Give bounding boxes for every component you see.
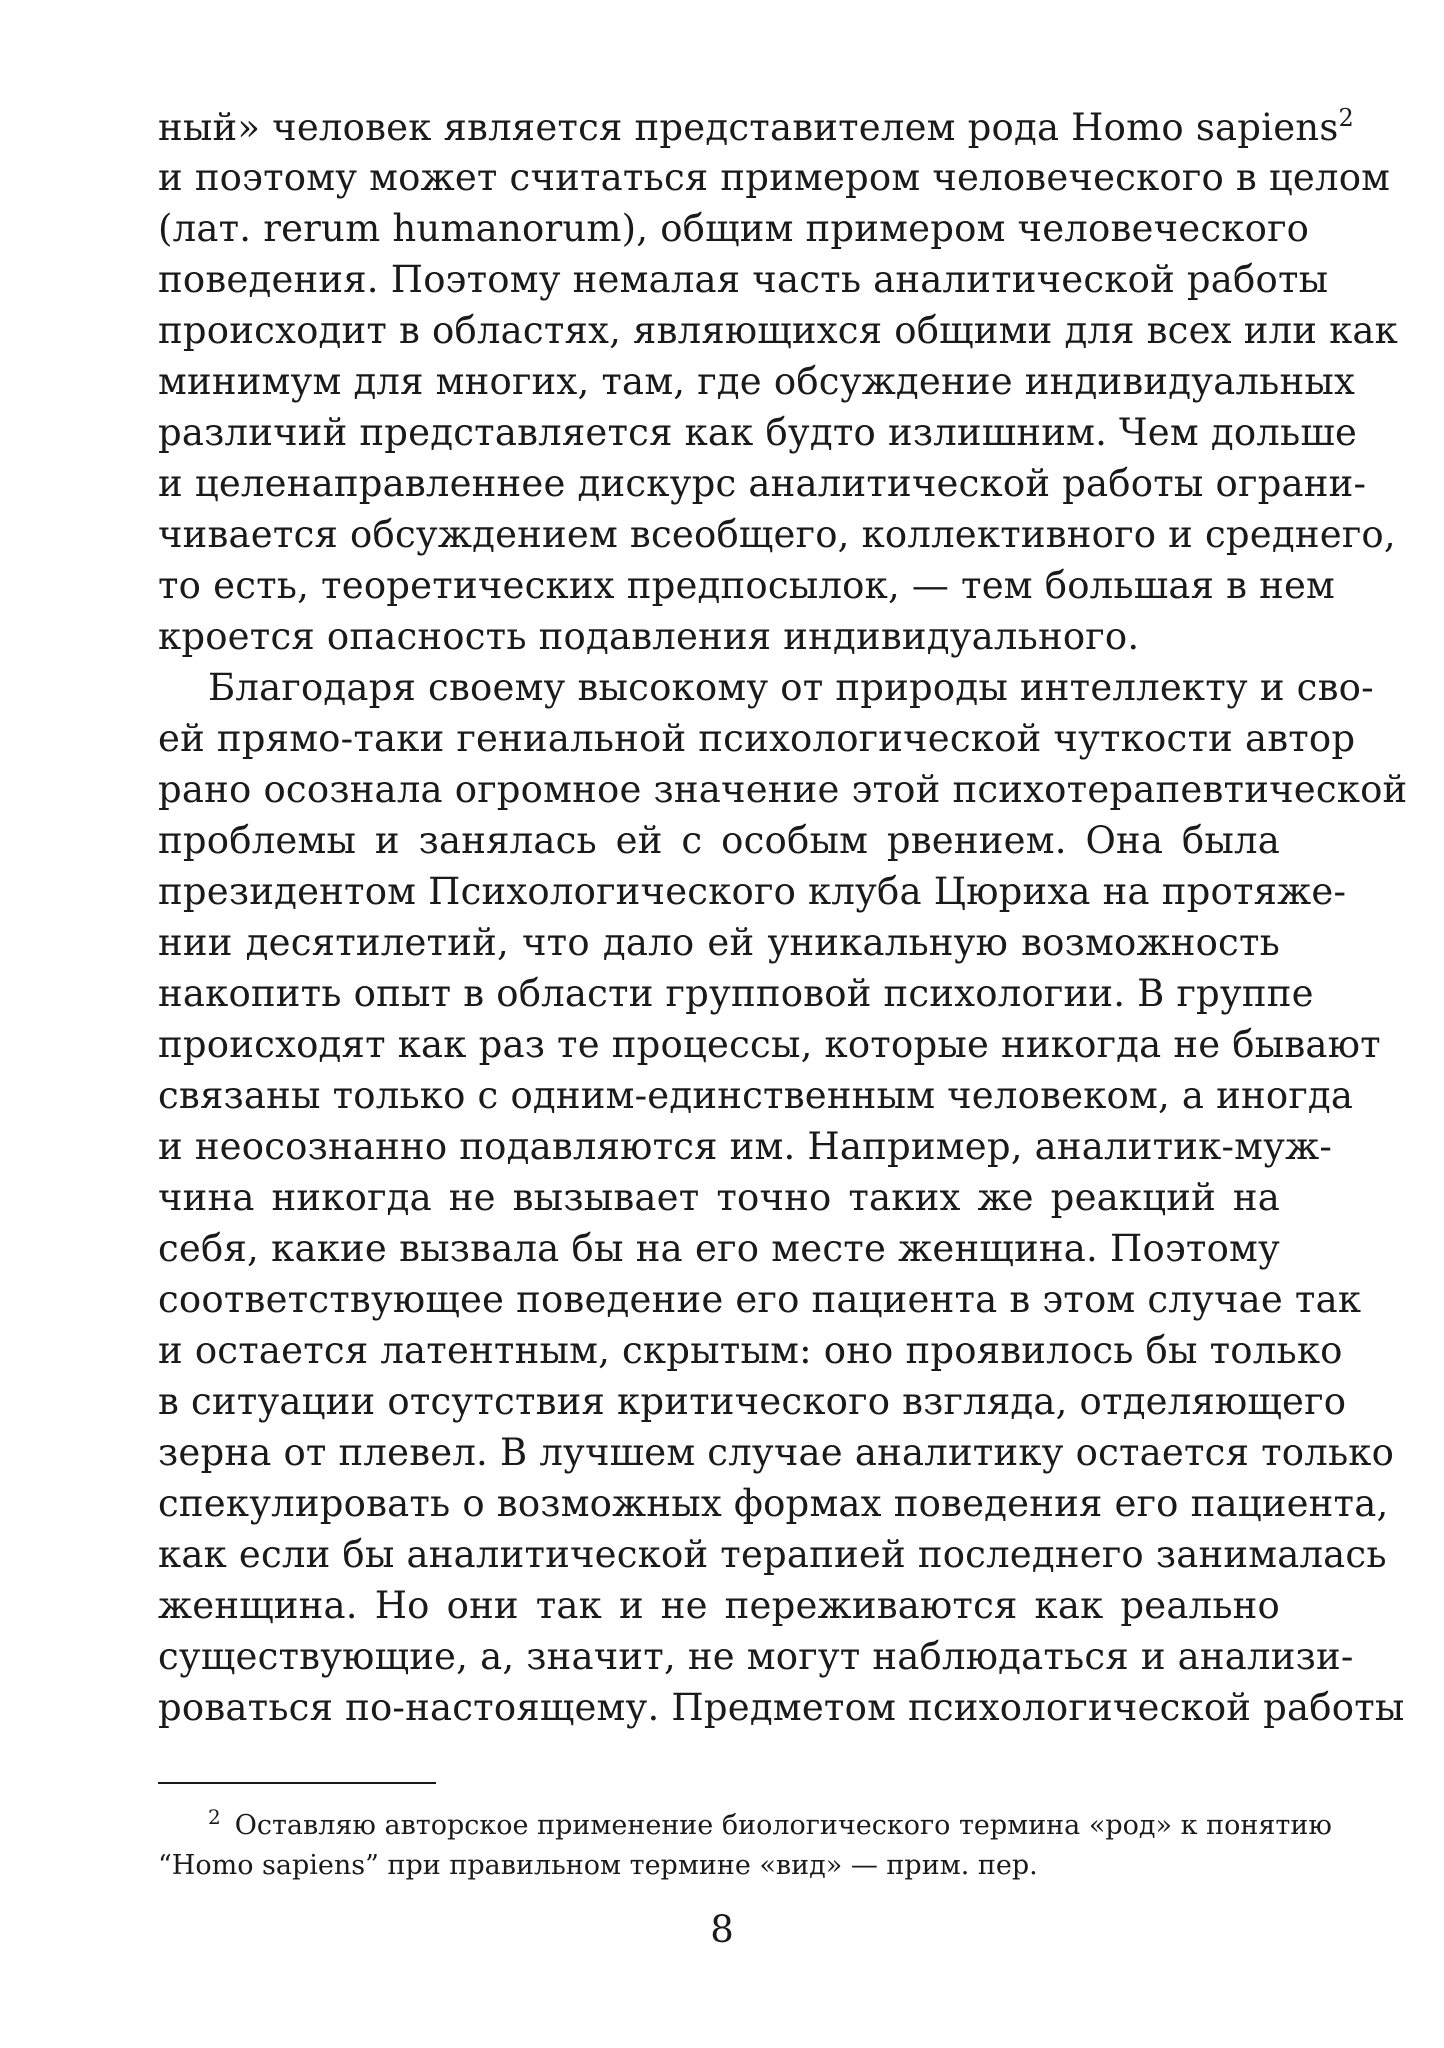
text-line: роваться по-настоящему. Предметом психологической работы (158, 1686, 1405, 1729)
text-line: президентом Психологического клуба Цюриха на протяже- (158, 870, 1347, 913)
text-line: и неосознанно подавляются им. Например, аналитик-муж- (158, 1125, 1333, 1168)
text-line: то есть, теоретических предпосылок, — тем большая в нем (158, 564, 1336, 607)
paragraph-first-line: Благодаря своему высокому от природы интеллекту и сво- (208, 666, 1374, 709)
text-line: поведения. Поэтому немалая часть аналитической работы (158, 258, 1329, 301)
text-line: соответствующее поведение его пациента в этом случае так (158, 1278, 1362, 1321)
text-line: и остается латентным, скрытым: оно проявилось бы только (158, 1329, 1343, 1372)
text-line: и целенаправленнее дискурс аналитической работы ограни- (158, 462, 1367, 505)
text-line: и поэтому может считаться примером человеческого в целом (158, 156, 1391, 199)
text-line: накопить опыт в области групповой психологии. В группе (158, 972, 1314, 1015)
footnote-reference: 2 (1338, 104, 1354, 132)
text-line: ей прямо-таки гениальной психологической чуткости автор (158, 717, 1356, 760)
text-line: (лат. rerum humanorum), общим примером человеческого (158, 207, 1310, 250)
text-line: рано осознала огромное значение этой психотерапевтической (158, 768, 1408, 811)
page-number: 8 (710, 1908, 734, 1951)
text-line: чина никогда не вызывает точно таких же реакций на (158, 1176, 1280, 1219)
text-line: связаны только с одним-единственным человеком, а иногда (158, 1074, 1354, 1117)
footnote-separator (158, 1782, 436, 1784)
text-line: как если бы аналитической терапией последнего занималась (158, 1533, 1387, 1576)
text-line: себя, какие вызвала бы на его месте женщина. Поэтому (158, 1227, 1280, 1270)
footnote-text: Оставляю авторское применение биологического термина «род» к понятию (234, 1810, 1332, 1841)
text-line (158, 102, 1354, 154)
text-line: женщина. Но они так и не переживаются как реально (158, 1584, 1280, 1627)
text-line: существующие, а, значит, не могут наблюдаться и анализи- (158, 1635, 1354, 1678)
line-text: ный» человек является представителем рода Homo sapiens (158, 106, 1339, 149)
text-line: проблемы и занялась ей с особым рвением. Она была (158, 819, 1280, 862)
text-line: нии десятилетий, что дало ей уникальную возможность (158, 921, 1280, 964)
text-line: спекулировать о возможных формах поведения его пациента, (158, 1482, 1389, 1525)
footnote-line: “Homo sapiens” при правильном термине «вид» — прим. пер. (158, 1850, 1038, 1881)
text-line: чивается обсуждением всеобщего, коллективного и среднего, (158, 513, 1396, 556)
footnote-line (208, 1805, 1332, 1846)
text-line: различий представляется как будто излишним. Чем дольше (158, 411, 1358, 454)
text-line: в ситуации отсутствия критического взгляда, отделяющего (158, 1380, 1347, 1423)
footnote-number: 2 (208, 1805, 221, 1829)
text-line: кроется опасность подавления индивидуального. (158, 615, 1140, 658)
text-line: происходят как раз те процессы, которые никогда не бывают (158, 1023, 1381, 1066)
text-line: минимум для многих, там, где обсуждение индивидуальных (158, 360, 1356, 403)
text-line: зерна от плевел. В лучшем случае аналитику остается только (158, 1431, 1395, 1474)
text-line: происходит в областях, являющихся общими для всех или как (158, 309, 1399, 352)
